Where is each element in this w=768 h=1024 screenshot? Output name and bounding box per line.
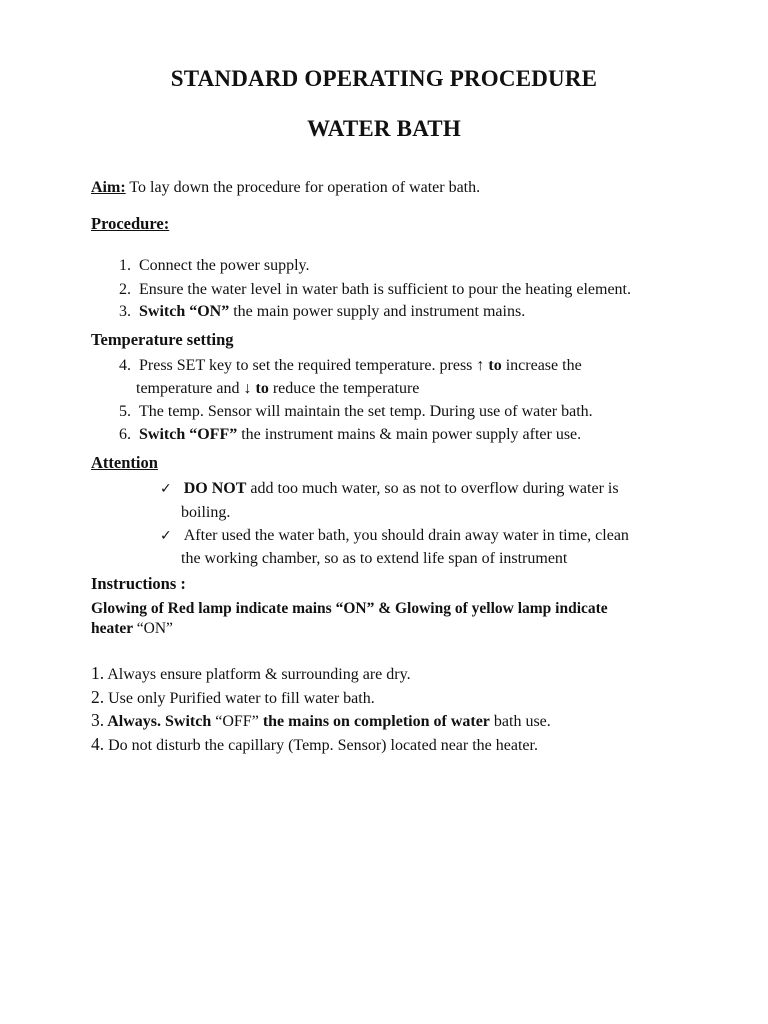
item-text: Use only Purified water to fill water bath.: [104, 690, 375, 707]
procedure-item: [101, 256, 309, 276]
item-number: 3.: [91, 710, 105, 730]
attention-item: [160, 479, 619, 499]
temperature-setting-heading: Temperature setting: [91, 330, 234, 349]
document-subtitle: WATER BATH: [307, 116, 461, 141]
item-text: “OFF”: [215, 713, 259, 730]
item-text: add too much water, so as not to overflow during water is: [246, 480, 619, 497]
up-arrow-icon: ↑ to: [476, 357, 502, 374]
temperature-item: [101, 425, 581, 445]
procedure-heading: Procedure:: [91, 214, 170, 233]
attention-item-continuation: the working chamber, so as to extend life span of instrument: [181, 550, 568, 567]
attention-heading: Attention: [91, 453, 158, 472]
aim-text: To lay down the procedure for operation of water bath.: [125, 179, 481, 196]
item-bold-text: Switch “OFF”: [139, 426, 238, 443]
instructions-note-continuation: [91, 619, 173, 639]
item-number: 6.: [119, 426, 131, 443]
item-bold-text: DO NOT: [183, 480, 247, 497]
item-text: reduce the temperature: [268, 380, 420, 397]
item-number: 1.: [91, 663, 105, 683]
item-number: 3.: [119, 303, 131, 320]
temperature-item: [101, 402, 593, 422]
item-bold-text: Always. Switch: [104, 713, 216, 730]
instruction-item: [91, 663, 411, 685]
down-arrow-icon: ↓ to: [243, 380, 269, 397]
item-number: 2.: [91, 687, 105, 707]
item-number: 5.: [119, 403, 131, 420]
item-number: 2.: [119, 281, 131, 298]
aim-line: [91, 178, 480, 198]
item-text: bath use.: [489, 713, 551, 730]
item-text: After used the water bath, you should drain away water in time, clean: [183, 527, 629, 544]
document-title: STANDARD OPERATING PROCEDURE: [170, 66, 598, 91]
instruction-item: [91, 734, 538, 756]
item-number: 1.: [119, 257, 131, 274]
item-text: Press SET key to set the required temperature. press: [139, 357, 477, 374]
procedure-item: [101, 302, 525, 322]
item-text: Connect the power supply.: [139, 257, 310, 274]
instruction-item: [91, 687, 375, 709]
item-number: 4.: [119, 357, 131, 374]
item-text: Ensure the water level in water bath is sufficient to pour the heating element.: [139, 281, 631, 298]
item-text: the instrument mains & main power supply after use.: [237, 426, 582, 443]
item-text: The temp. Sensor will maintain the set temp. During use of water bath.: [139, 403, 593, 420]
item-text: Always ensure platform & surrounding are dry.: [104, 666, 411, 683]
attention-item-continuation: boiling.: [181, 504, 231, 521]
instructions-heading: Instructions :: [91, 574, 186, 593]
temperature-item: [101, 356, 582, 376]
checkmark-icon: ✓: [160, 528, 172, 544]
instructions-note: Glowing of Red lamp indicate mains “ON” & Glowing of yellow lamp indicate: [91, 600, 608, 617]
aim-label: Aim:: [91, 179, 126, 196]
item-number: 4.: [91, 734, 105, 754]
temperature-item-continuation: [136, 379, 419, 399]
attention-item: [160, 526, 629, 546]
item-bold-text: Switch “ON”: [139, 303, 230, 320]
procedure-item: [101, 280, 631, 300]
item-text: the main power supply and instrument mains.: [229, 303, 526, 320]
checkmark-icon: ✓: [160, 481, 172, 497]
item-text: Do not disturb the capillary (Temp. Sensor) located near the heater.: [104, 737, 538, 754]
item-bold-text: the mains on completion of water: [258, 713, 490, 730]
item-text: temperature and: [136, 380, 244, 397]
instruction-item: [91, 710, 551, 732]
note-text: “ON”: [136, 620, 173, 637]
item-text: increase the: [501, 357, 582, 374]
note-text: heater: [91, 620, 137, 637]
